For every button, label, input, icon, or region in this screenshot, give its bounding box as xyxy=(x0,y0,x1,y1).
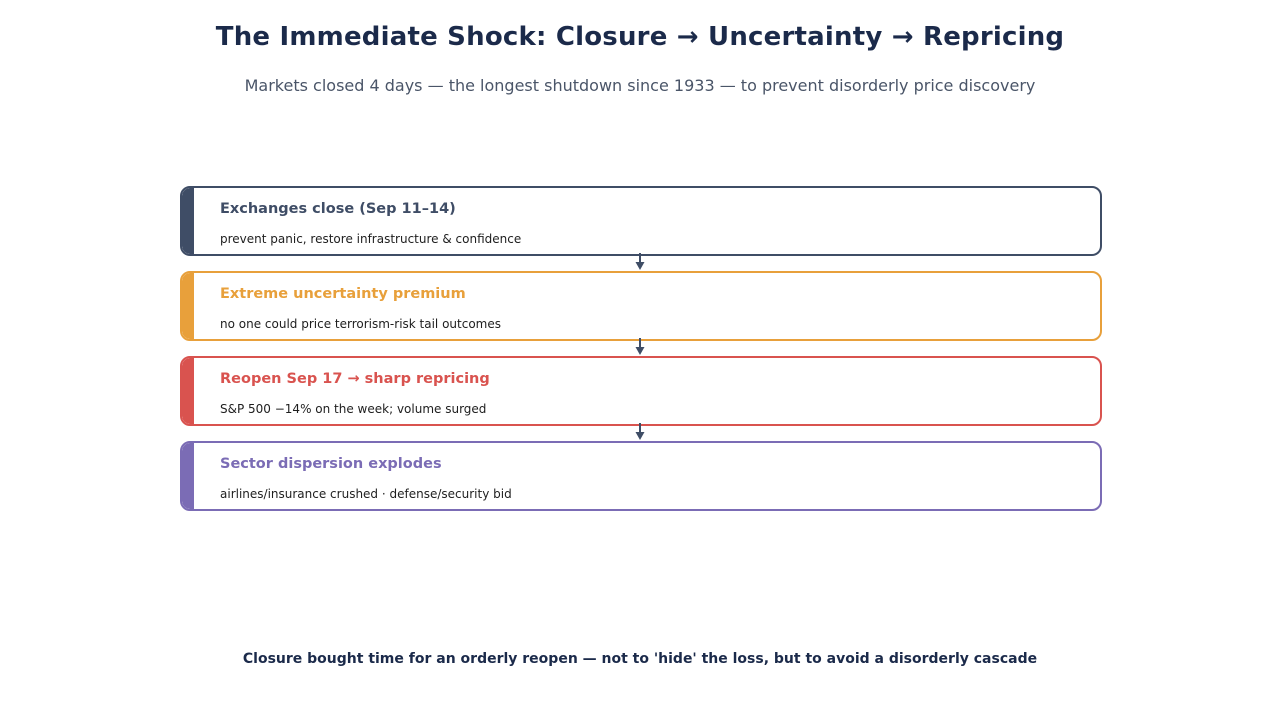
step-heading: Exchanges close (Sep 11–14) xyxy=(220,201,456,217)
flow-arrow-down-icon xyxy=(634,338,646,356)
step-accent-bar xyxy=(182,273,194,339)
flow-arrow-down-icon xyxy=(634,253,646,271)
step-sector-dispersion xyxy=(180,441,1102,511)
step-detail: airlines/insurance crushed · defense/security bid xyxy=(220,487,512,501)
step-detail: prevent panic, restore infrastructure & confidence xyxy=(220,232,522,246)
step-reopen-repricing xyxy=(180,356,1102,426)
step-exchanges-close xyxy=(180,186,1102,256)
step-uncertainty-premium xyxy=(180,271,1102,341)
page-subtitle: Markets closed 4 days — the longest shutdown since 1933 — to prevent disorderly price discovery xyxy=(244,76,1036,95)
step-accent-bar xyxy=(182,358,194,424)
step-heading: Reopen Sep 17 → sharp repricing xyxy=(220,371,490,387)
step-detail: no one could price terrorism-risk tail outcomes xyxy=(220,317,501,331)
step-detail: S&P 500 −14% on the week; volume surged xyxy=(220,402,487,416)
step-accent-bar xyxy=(182,443,194,509)
step-heading: Extreme uncertainty premium xyxy=(220,286,466,302)
page-title: The Immediate Shock: Closure → Uncertainty → Repricing xyxy=(215,22,1065,52)
flow-arrow-down-icon xyxy=(634,423,646,441)
footer-takeaway: Closure bought time for an orderly reopen — not to 'hide' the loss, but to avoid a disorderly cascade xyxy=(242,651,1038,667)
step-accent-bar xyxy=(182,188,194,254)
step-heading: Sector dispersion explodes xyxy=(220,456,442,472)
